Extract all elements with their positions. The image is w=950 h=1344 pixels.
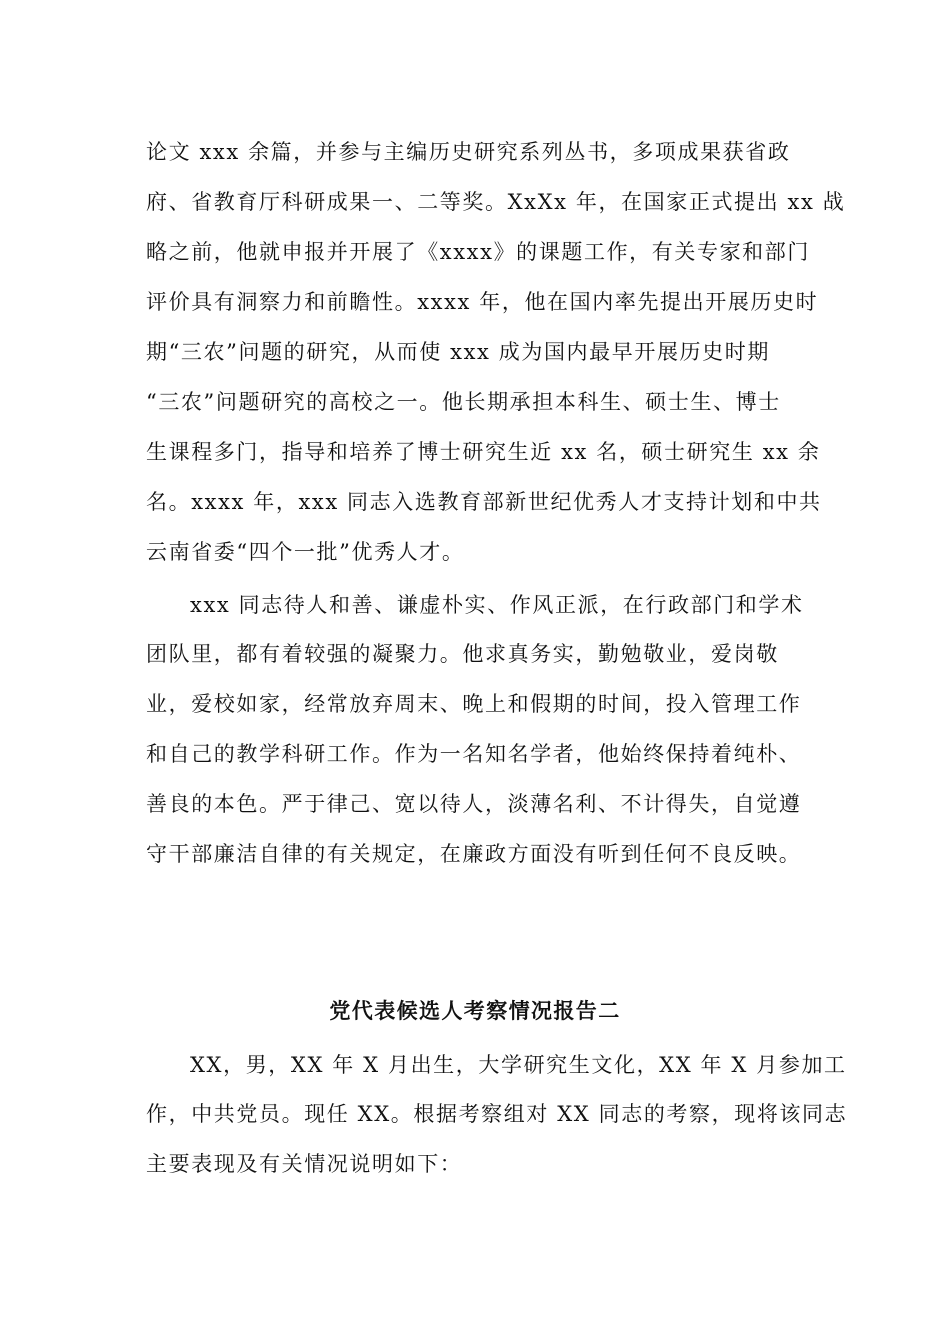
paragraph-line: xxx 同志待人和善、谦虚朴实、作风正派，在行政部门和学术 xyxy=(190,593,804,617)
paragraph-line: 期“三农”问题的研究，从而使 xxx 成为国内最早开展历史时期 xyxy=(146,340,770,364)
paragraph-line: 主要表现及有关情况说明如下： xyxy=(146,1152,463,1176)
paragraph-line: 守干部廉洁自律的有关规定，在廉政方面没有听到任何不良反映。 xyxy=(146,842,802,866)
paragraph-line: 论文 xxx 余篇，并参与主编历史研究系列丛书，多项成果获省政 xyxy=(146,140,791,164)
paragraph-line: 府、省教育厅科研成果一、二等奖。XxXx 年，在国家正式提出 xx 战 xyxy=(146,190,846,214)
paragraph-line: 团队里，都有着较强的凝聚力。他求真务实，勤勉敬业，爱岗敬 xyxy=(146,642,779,666)
paragraph-line: 云南省委“四个一批”优秀人才。 xyxy=(146,540,465,564)
paragraph-line: 生课程多门，指导和培养了博士研究生近 xx 名，硕士研究生 xx 余 xyxy=(146,440,821,464)
paragraph-line: 名。xxxx 年，xxx 同志入选教育部新世纪优秀人才支持计划和中共 xyxy=(146,490,822,514)
paragraph-line: 和自己的教学科研工作。作为一名知名学者，他始终保持着纯朴、 xyxy=(146,742,802,766)
paragraph-line: 评价具有洞察力和前瞻性。xxxx 年，他在国内率先提出开展历史时 xyxy=(146,290,819,314)
paragraph-line: “三农”问题研究的高校之一。他长期承担本科生、硕士生、博士 xyxy=(146,390,781,414)
paragraph-line: XX，男，XX 年 X 月出生，大学研究生文化，XX 年 X 月参加工 xyxy=(190,1053,847,1077)
paragraph-line: 善良的本色。严于律己、宽以待人，淡薄名利、不计得失，自觉遵 xyxy=(146,792,802,816)
paragraph-line: 作，中共党员。现任 XX。根据考察组对 XX 同志的考察，现将该同志 xyxy=(146,1102,848,1126)
paragraph-line: 业，爱校如家，经常放弃周末、晚上和假期的时间，投入管理工作 xyxy=(146,692,802,716)
section-title: 党代表候选人考察情况报告二 xyxy=(329,999,621,1023)
paragraph-line: 略之前，他就申报并开展了《xxxx》的课题工作，有关专家和部门 xyxy=(146,240,810,264)
